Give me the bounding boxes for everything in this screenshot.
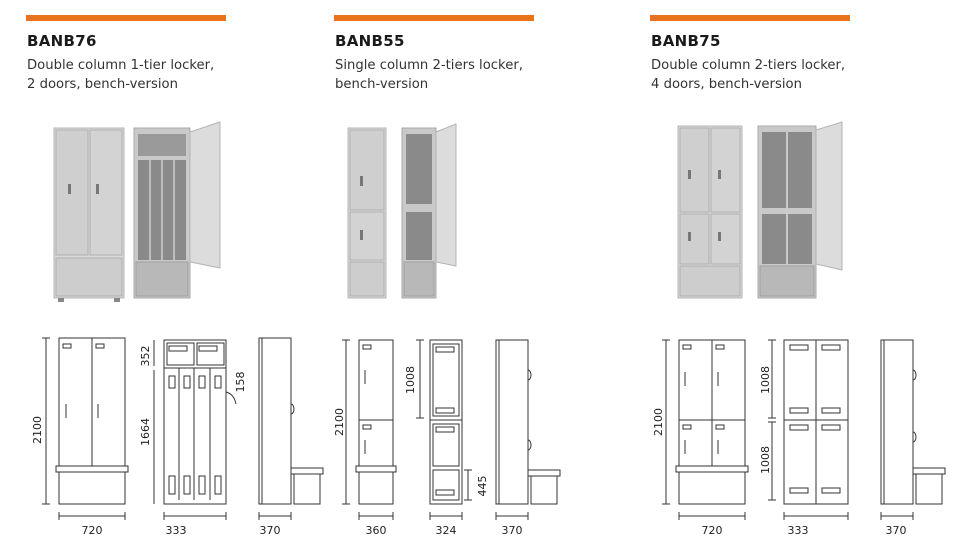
dim-bench-height: 445: [476, 475, 489, 497]
locker-photo-closed: [678, 126, 742, 298]
dim-width: 360: [365, 524, 387, 537]
product-code: BANB75: [651, 32, 721, 50]
drawing-side: [496, 340, 560, 520]
product-banb75: [650, 0, 950, 550]
dim-depth-side: 370: [501, 524, 523, 537]
drawing-inside: [154, 340, 236, 520]
description-line: Double column 2-tiers locker,: [651, 58, 846, 73]
dim-tier-height-top: 1008: [759, 366, 772, 394]
drawing-side: [259, 338, 323, 520]
locker-photo-closed: [348, 128, 386, 298]
product-banb55: [334, 0, 634, 550]
dim-inner-height: 158: [234, 371, 247, 393]
locker-photo-open: [402, 124, 456, 298]
description-line: Single column 2-tiers locker,: [335, 58, 523, 73]
banb76-figure: [26, 0, 326, 550]
description-line: Double column 1-tier locker,: [27, 58, 215, 73]
dim-top-compartment: 352: [139, 345, 152, 367]
dim-depth-side: 370: [885, 524, 907, 537]
dim-depth-side: 370: [259, 524, 281, 537]
dim-width: 720: [81, 524, 103, 537]
dim-main-compartment: 1664: [139, 418, 152, 446]
description-line: 4 doors, bench-version: [651, 77, 802, 92]
dim-height: 2100: [31, 416, 44, 444]
drawing-side: [881, 340, 945, 520]
dim-tier-height-bottom: 1008: [759, 446, 772, 474]
description-line: bench-version: [335, 77, 429, 92]
locker-photo-open: [758, 122, 842, 298]
dim-width: 720: [701, 524, 723, 537]
banb55-figure: [334, 0, 634, 550]
drawing-front: [662, 340, 748, 520]
banb75-figure: [650, 0, 950, 550]
dim-depth-front: 333: [165, 524, 187, 537]
dim-depth-front: 333: [787, 524, 809, 537]
product-code: BANB55: [335, 32, 405, 50]
description-line: 2 doors, bench-version: [27, 77, 178, 92]
dim-tier-height: 1008: [404, 366, 417, 394]
dim-height: 2100: [652, 408, 665, 436]
drawing-inside: [768, 340, 848, 520]
drawing-inside: [416, 340, 472, 520]
dim-height: 2100: [333, 408, 346, 436]
drawing-front: [342, 340, 396, 520]
drawing-front: [42, 338, 128, 520]
locker-photo-open: [134, 122, 220, 298]
product-code: BANB76: [27, 32, 97, 50]
product-banb76: [26, 0, 326, 550]
locker-photo-closed: [54, 128, 124, 302]
dim-depth-front: 324: [435, 524, 457, 537]
